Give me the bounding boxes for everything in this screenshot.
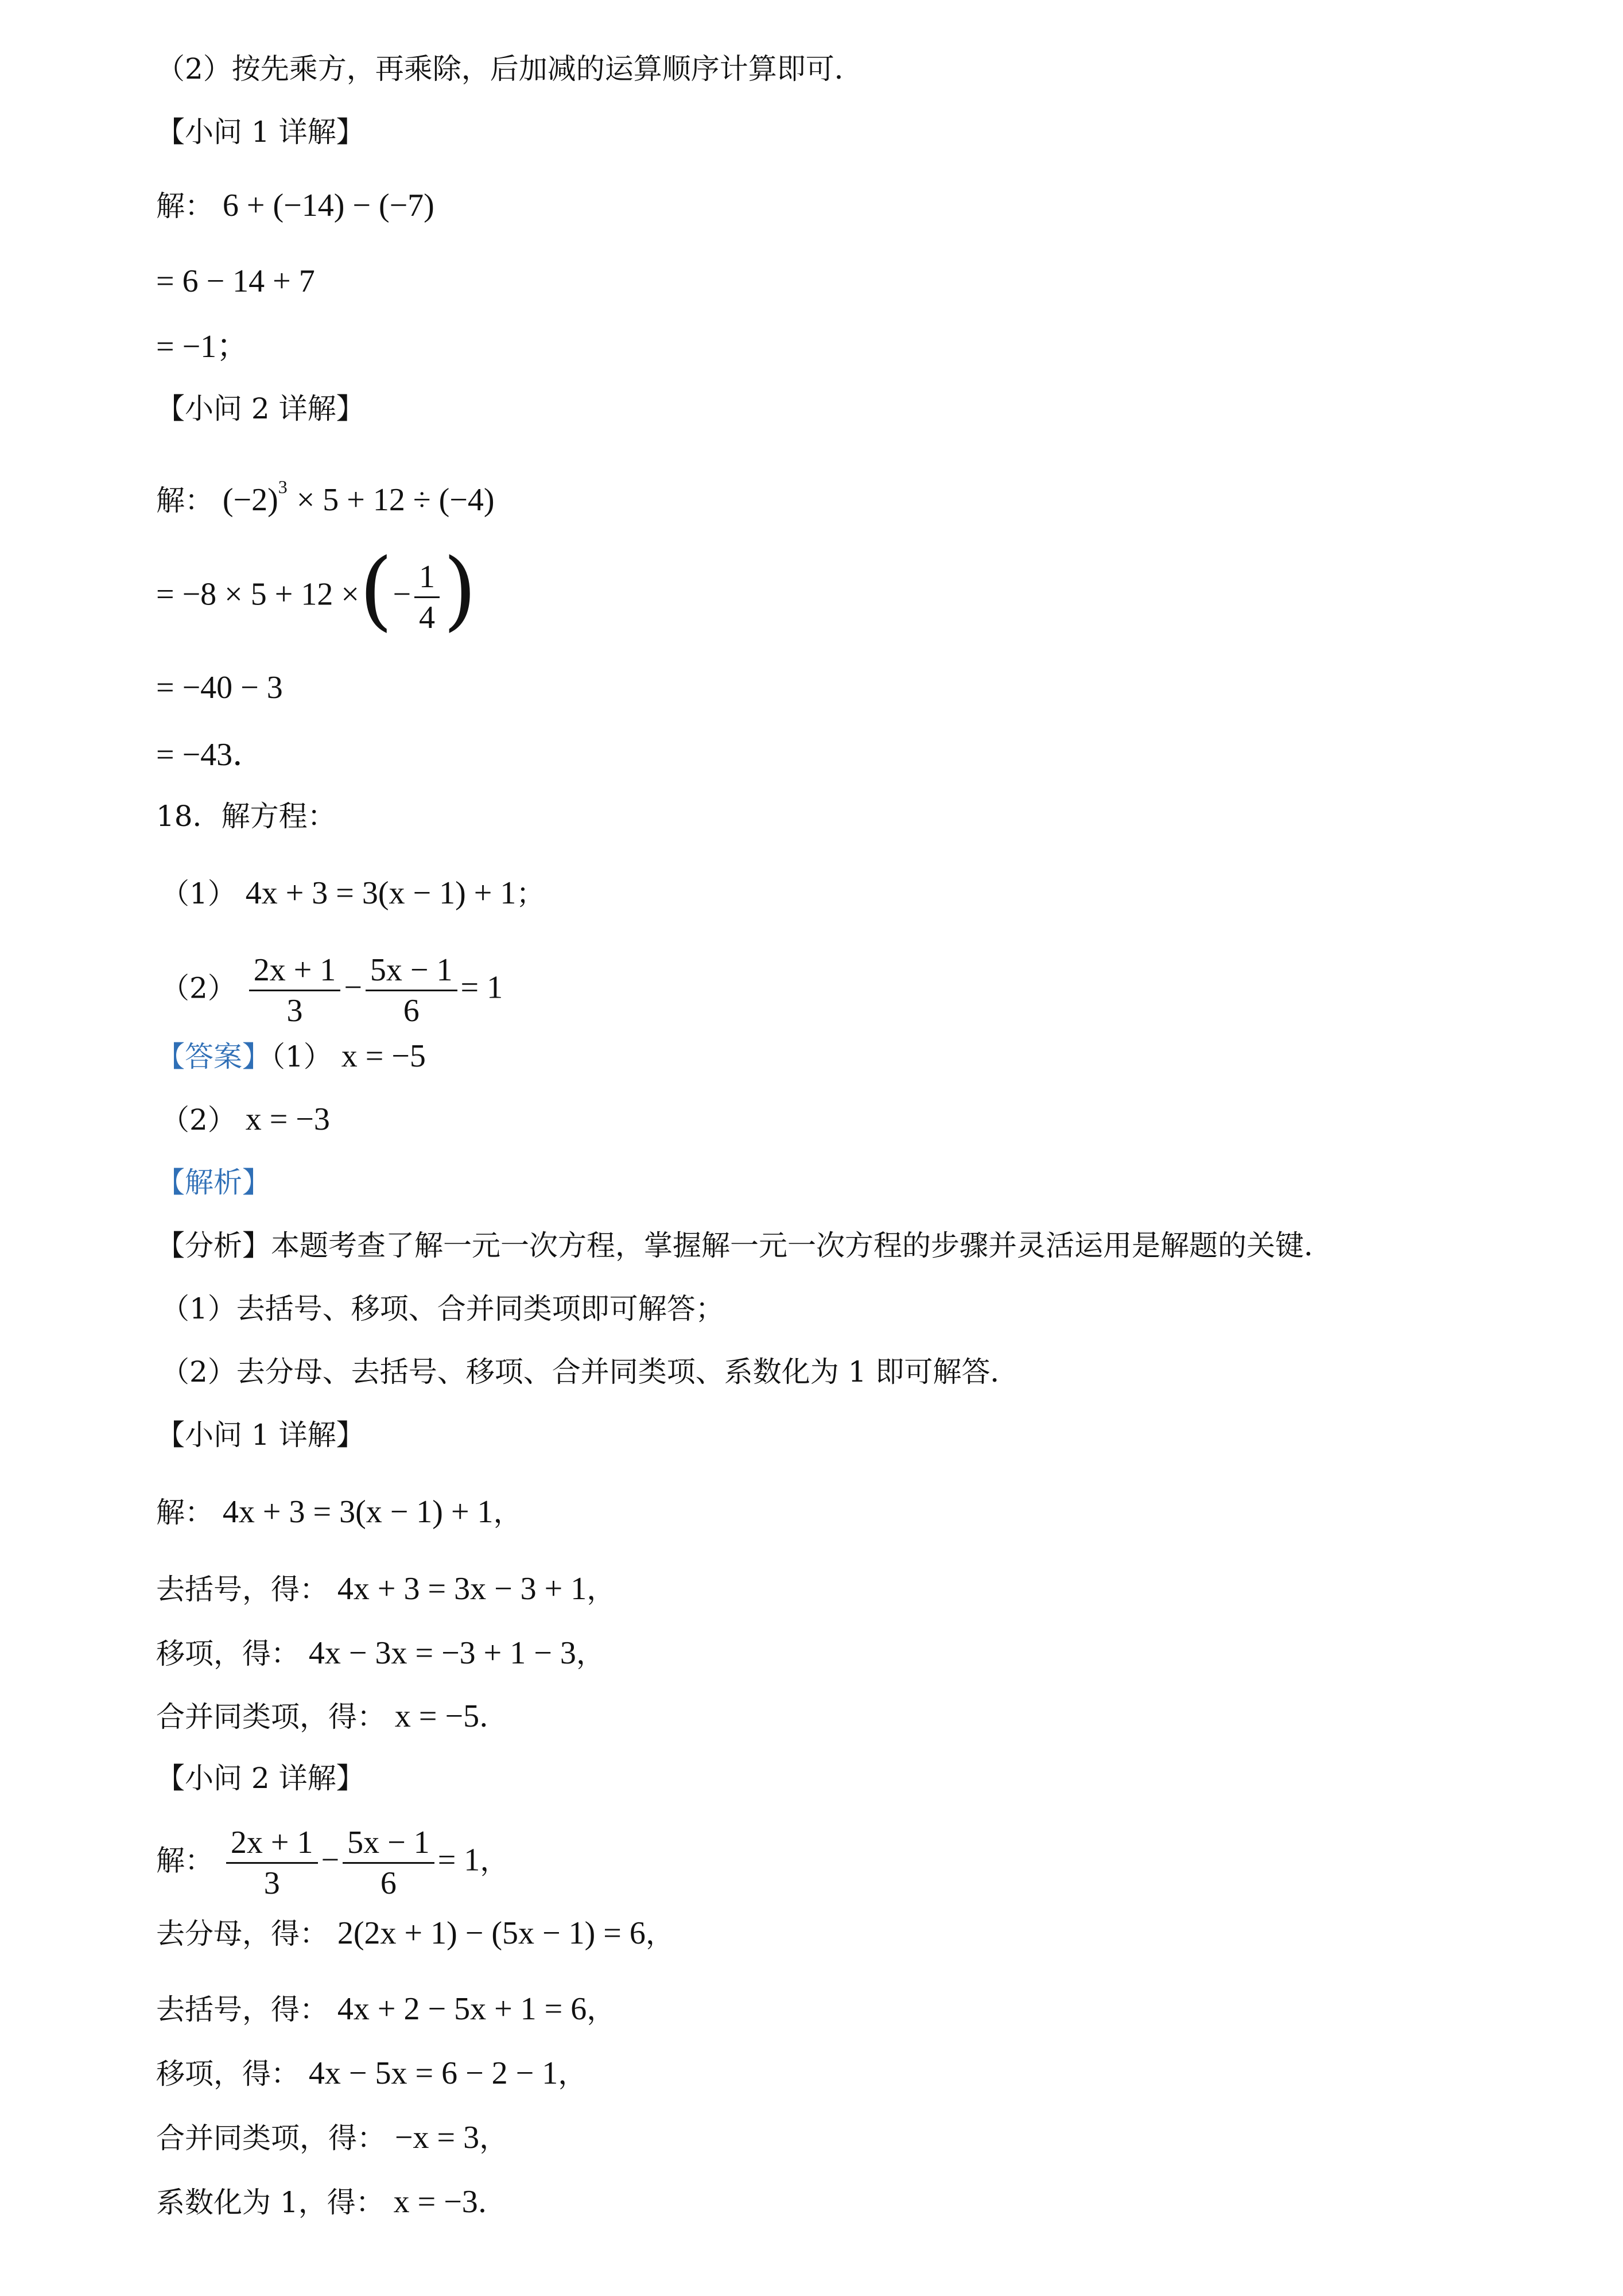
- power-base: (−2): [222, 482, 278, 518]
- q18-part1-row: [156, 1495, 522, 1530]
- answer-row-1: [156, 1039, 426, 1074]
- q17-part2-step-2: [156, 670, 283, 705]
- analysis-tag: 【解析】: [156, 1166, 271, 1199]
- q18-part2-row: [156, 2056, 587, 2091]
- equation-rhs: = 1: [437, 1842, 480, 1878]
- fenxi-text: 【分析】本题考查了解一元一次方程，掌握解一元一次方程的步骤并灵活运用是解题的关键．: [156, 1229, 1333, 1262]
- fraction-numerator: 5x − 1: [343, 1825, 434, 1864]
- fraction: [249, 953, 341, 1028]
- answer-value: x = −5: [341, 1038, 426, 1074]
- step-label: 去括号，得：: [156, 1993, 328, 2026]
- fraction-numerator: 2x + 1: [249, 953, 341, 991]
- punctuation: ，: [576, 1637, 605, 1670]
- solve-label: 解：: [156, 484, 213, 517]
- math-step: 4x + 3 = 3(x − 1) + 1: [222, 1494, 494, 1530]
- q18-part1-row: [156, 1636, 605, 1671]
- punctuation: ，: [558, 2057, 587, 2091]
- fraction: [343, 1825, 434, 1901]
- math-expression: 6 + (−14) − (−7): [222, 188, 434, 223]
- fraction-denominator: 6: [403, 993, 420, 1029]
- equation-rhs: = 1: [460, 969, 503, 1006]
- fraction-denominator: 4: [419, 600, 436, 635]
- q17-part1-step-1: [156, 264, 315, 299]
- operator: −: [344, 969, 362, 1006]
- fraction-denominator: 6: [380, 1865, 397, 1901]
- fraction-numerator: 5x − 1: [366, 953, 457, 991]
- operator: −: [321, 1842, 340, 1878]
- fraction: [226, 1825, 318, 1901]
- fraction-numerator: 1: [414, 560, 440, 598]
- math-step: 4x + 2 − 5x + 1 = 6: [337, 1991, 587, 2027]
- punctuation: ，: [479, 2122, 508, 2155]
- step-label: 解：: [156, 1496, 213, 1529]
- q18-part2-row: [156, 1916, 674, 1951]
- math-step: x = −3: [393, 2184, 478, 2220]
- fraction-denominator: 3: [263, 1865, 280, 1901]
- item-label: （1）: [271, 1040, 332, 1073]
- punctuation: ，: [480, 1844, 509, 1878]
- right-paren: ): [443, 540, 477, 641]
- fraction-denominator: 3: [286, 993, 303, 1029]
- punctuation: ．: [477, 2186, 507, 2219]
- answer-value: x = −3: [245, 1102, 330, 1137]
- solve-label: 解：: [156, 189, 213, 223]
- q18-equation-2: [161, 953, 503, 1028]
- step-label: 去括号，得：: [156, 1573, 328, 1606]
- punctuation: ；: [516, 877, 545, 910]
- left-paren: (: [359, 540, 393, 641]
- punctuation: ．: [479, 1700, 508, 1733]
- item-label: （2）: [161, 1103, 236, 1137]
- q18-equation-1: [161, 876, 545, 911]
- fraction-sign: −: [393, 576, 411, 612]
- math-step: 4x − 5x = 6 − 2 − 1: [308, 2055, 558, 2091]
- hint-2: （2）去分母、去括号、移项、合并同类项、系数化为 1 即可解答．: [161, 1355, 1019, 1389]
- math-step: = −1；: [156, 329, 249, 364]
- solve-label: 解：: [156, 1844, 213, 1878]
- fraction: [414, 560, 440, 635]
- q18-part1-row: [156, 1699, 508, 1734]
- answer-row-2: [161, 1102, 330, 1137]
- q18-part2-row: [156, 1992, 615, 2027]
- math-step: x = −5: [394, 1698, 480, 1734]
- q17-part1-step-2: [156, 329, 249, 364]
- q17-part1-expr-row: [156, 188, 434, 223]
- answer-tag: 【答案】: [156, 1040, 271, 1073]
- punctuation: ，: [645, 1917, 674, 1950]
- q17-part2-expr-row: [156, 470, 494, 518]
- fraction-numerator: 2x + 1: [226, 1825, 318, 1864]
- step-label: 移项，得：: [156, 1637, 300, 1670]
- q17-part2-step-3: [156, 738, 265, 773]
- q18-title: 18．解方程：: [156, 800, 336, 833]
- q18-part1-heading: 【小问 1 详解】: [156, 1418, 365, 1452]
- math-step: −x = 3: [394, 2120, 480, 2155]
- intro-line: （2）按先乘方，再乘除，后加减的运算顺序计算即可．: [156, 52, 863, 86]
- punctuation: ，: [587, 1573, 616, 1606]
- fraction: [366, 953, 457, 1028]
- step-label: 合并同类项，得：: [156, 2122, 386, 2155]
- equation: 4x + 3 = 3(x − 1) + 1: [245, 875, 517, 911]
- step-label: 移项，得：: [156, 2057, 300, 2091]
- q18-part2-equation: [156, 1825, 508, 1901]
- q17-part2-heading: 【小问 2 详解】: [156, 392, 365, 425]
- step-label: 系数化为 1，得：: [156, 2186, 385, 2219]
- q17-part1-heading: 【小问 1 详解】: [156, 115, 365, 149]
- math-step: 4x − 3x = −3 + 1 − 3: [308, 1635, 576, 1671]
- punctuation: ，: [493, 1496, 522, 1529]
- math-expression-rest: × 5 + 12 ÷ (−4): [296, 482, 495, 518]
- item-label: （2）: [161, 971, 236, 1005]
- math-step: 2(2x + 1) − (5x − 1) = 6: [337, 1915, 646, 1951]
- hint-1: （1）去括号、移项、合并同类项即可解答；: [161, 1292, 724, 1325]
- math-step: = 6 − 14 + 7: [156, 263, 315, 299]
- math-step: = −40 − 3: [156, 670, 283, 705]
- math-step: 4x + 3 = 3x − 3 + 1: [337, 1571, 587, 1607]
- q18-part2-heading: 【小问 2 详解】: [156, 1762, 365, 1795]
- q18-part2-row: [156, 2185, 507, 2220]
- item-label: （1）: [161, 877, 236, 910]
- math-step-prefix: = −8 × 5 + 12 ×: [156, 576, 359, 612]
- q17-part2-step-1: [156, 540, 477, 641]
- step-label: 合并同类项，得：: [156, 1700, 386, 1733]
- step-label: 去分母，得：: [156, 1917, 328, 1950]
- math-step: = −43．: [156, 737, 265, 773]
- q18-part1-row: [156, 1572, 615, 1607]
- punctuation: ，: [587, 1993, 616, 2026]
- q18-part2-row: [156, 2120, 508, 2155]
- power-exponent: 3: [278, 476, 288, 497]
